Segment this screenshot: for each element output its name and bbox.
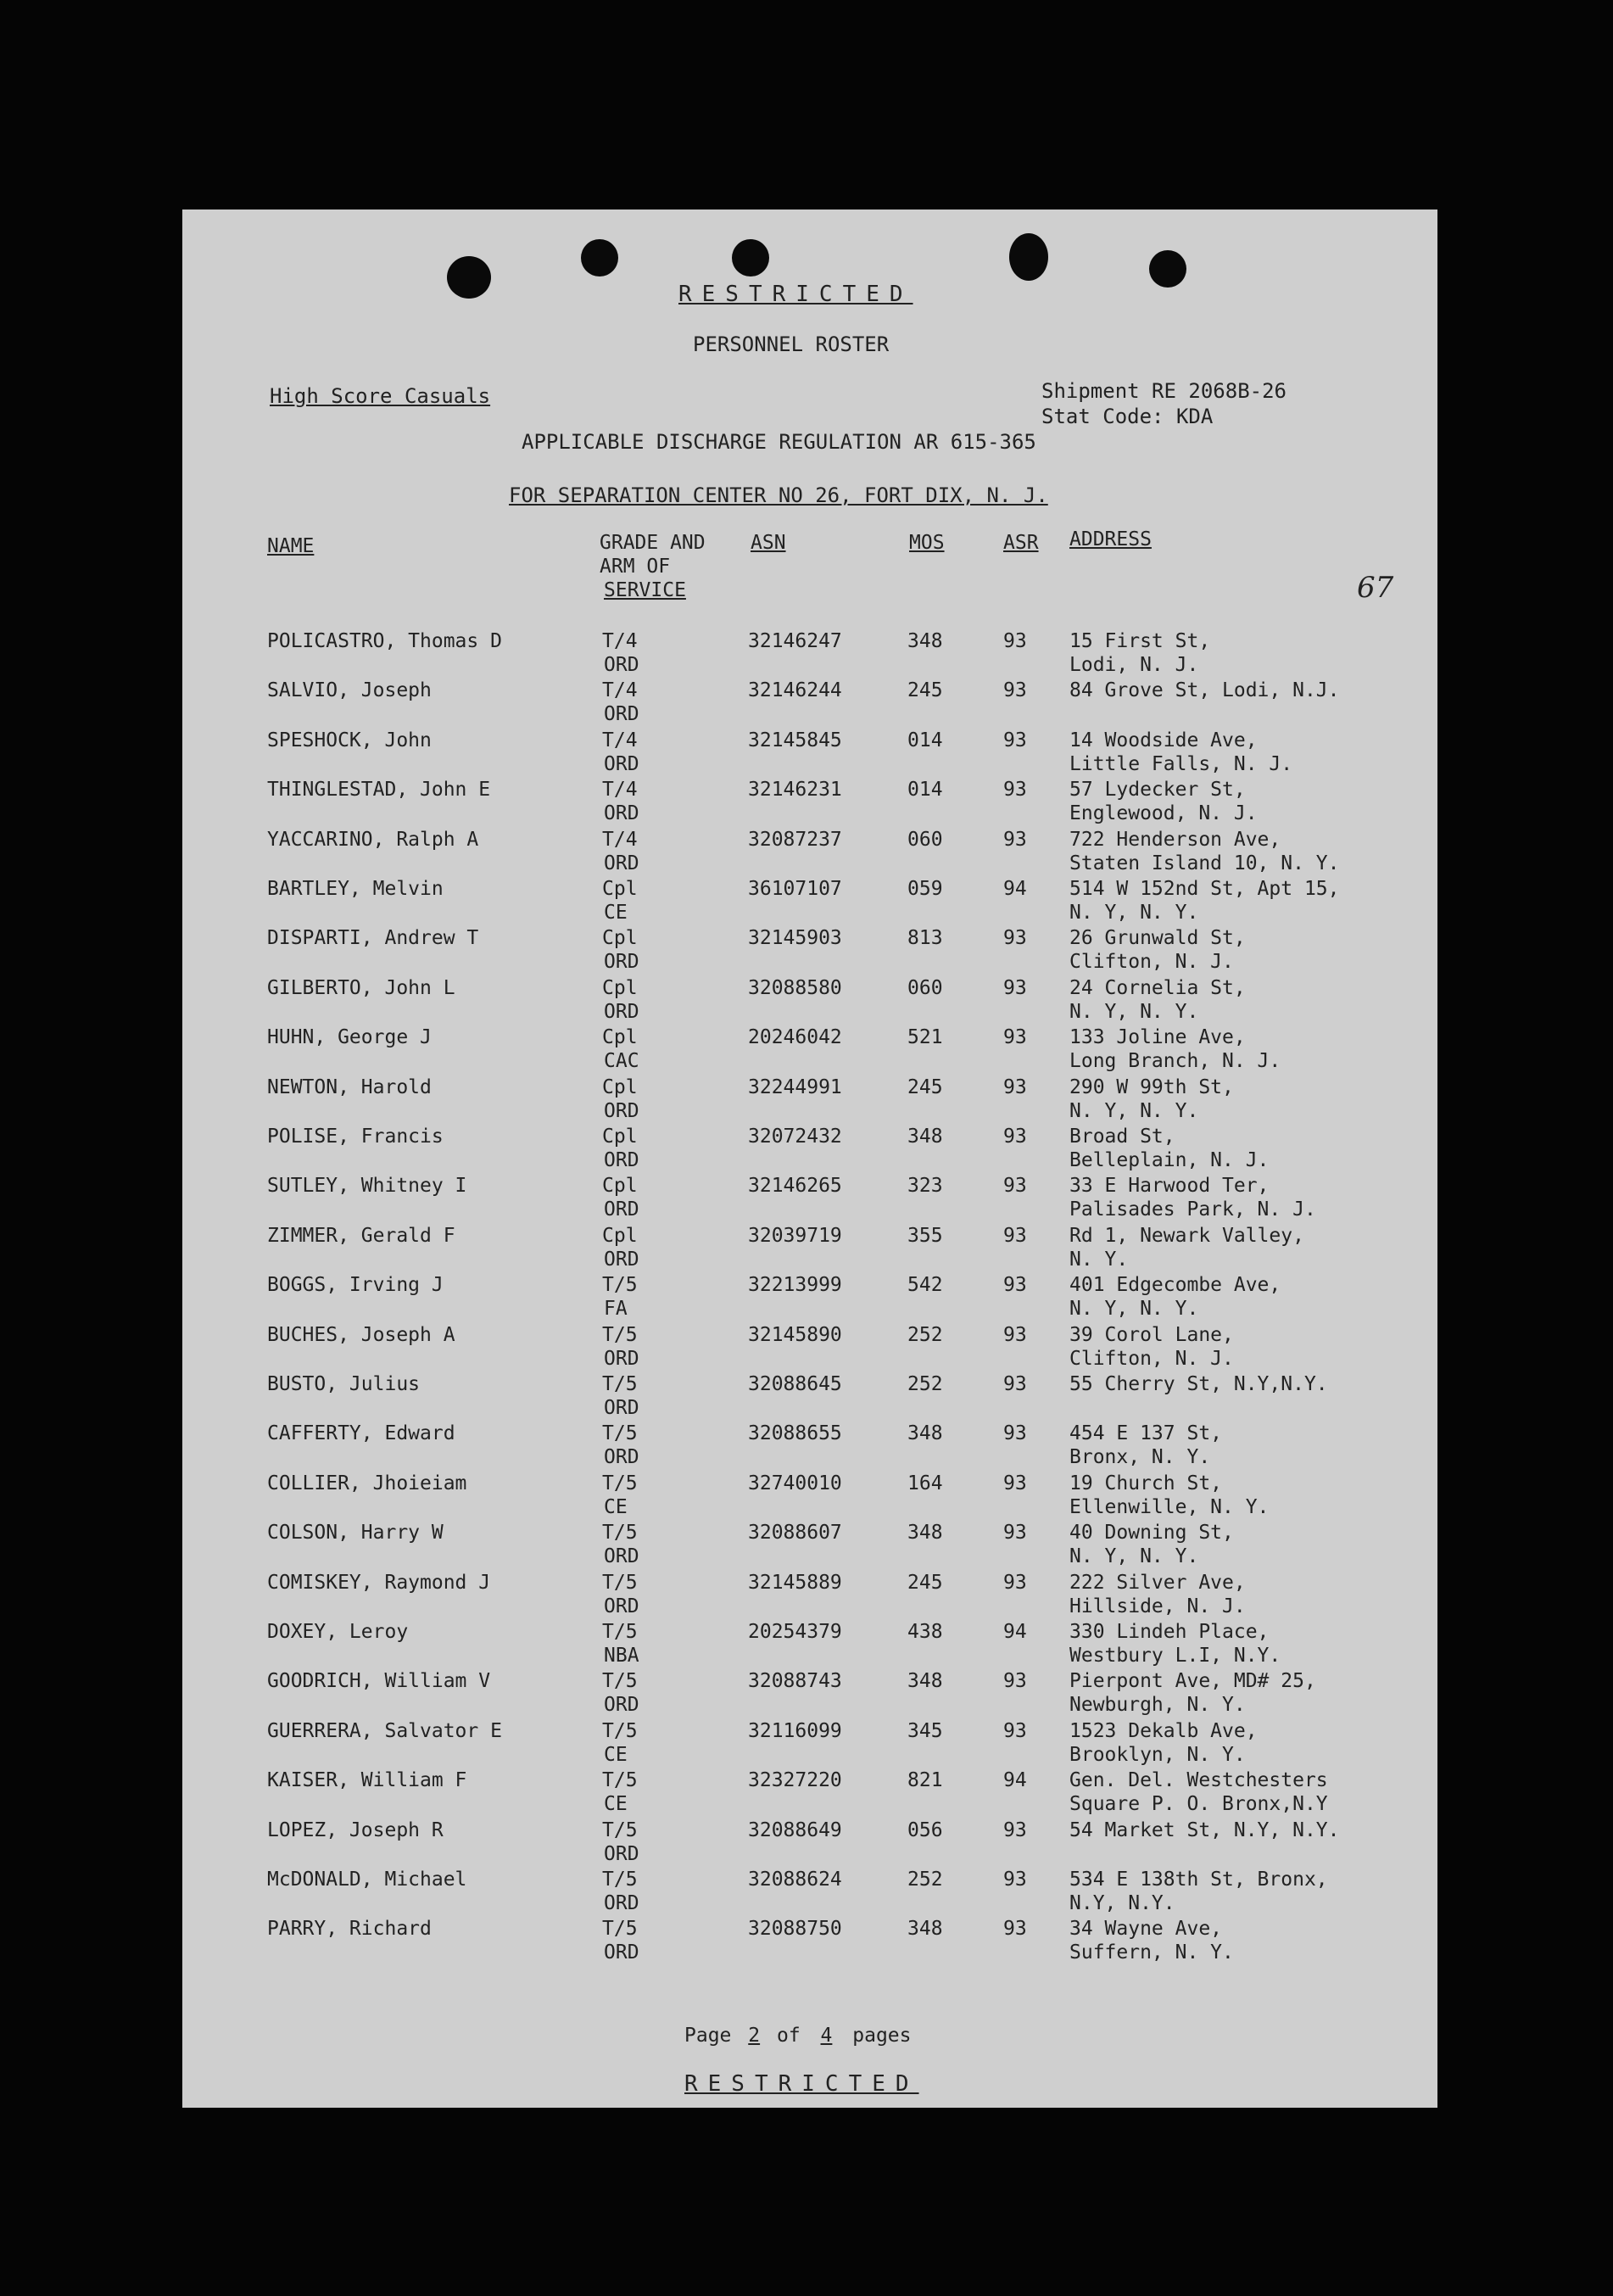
address-line2: Ellenwille, N. Y. [1069, 1495, 1270, 1518]
person-name: GUERRERA, Salvator E [267, 1719, 502, 1742]
table-row [182, 1472, 1437, 1521]
asn: 32088743 [748, 1670, 842, 1693]
grade: T/5 [602, 1274, 638, 1297]
table-row [182, 1868, 1437, 1917]
of-label: of [776, 2025, 801, 2047]
table-row [182, 1174, 1437, 1223]
address-line1: 54 Market St, N.Y, N.Y. [1069, 1818, 1340, 1841]
arm-of-service: ORD [604, 1595, 639, 1617]
person-name: KAISER, William F [267, 1769, 467, 1792]
asn: 32146265 [748, 1175, 842, 1198]
grade: Cpl [602, 1026, 638, 1049]
table-row [182, 1125, 1437, 1174]
grade: Cpl [602, 1224, 638, 1247]
address-line1: 24 Cornelia St, [1069, 976, 1246, 999]
person-name: LOPEZ, Joseph R [267, 1818, 444, 1841]
document-page [182, 209, 1437, 2108]
mos: 060 [907, 828, 943, 851]
address-line2: Clifton, N. J. [1069, 1347, 1234, 1370]
arm-of-service: ORD [604, 1694, 639, 1717]
address-line2: Westbury L.I, N.Y. [1069, 1645, 1281, 1667]
asn: 32088649 [748, 1818, 842, 1841]
asn: 32146244 [748, 679, 842, 702]
table-row [182, 1571, 1437, 1620]
asr: 94 [1003, 1621, 1027, 1643]
grade: T/5 [602, 1719, 638, 1742]
address-line2: Suffern, N. Y. [1069, 1941, 1234, 1964]
mos: 164 [907, 1472, 943, 1494]
address-line2: Hillside, N. J. [1069, 1595, 1246, 1617]
asn: 32327220 [748, 1769, 842, 1792]
person-name: SALVIO, Joseph [267, 679, 432, 702]
person-name: GOODRICH, William V [267, 1670, 491, 1693]
grade: Cpl [602, 976, 638, 999]
arm-of-service: ORD [604, 1198, 639, 1221]
asr: 93 [1003, 729, 1027, 751]
grade: Cpl [602, 927, 638, 950]
grade: T/5 [602, 1373, 638, 1395]
person-name: BUCHES, Joseph A [267, 1323, 455, 1346]
grade: T/4 [602, 828, 638, 851]
asr: 93 [1003, 1175, 1027, 1198]
mos: 348 [907, 1126, 943, 1148]
address-line1: 19 Church St, [1069, 1472, 1223, 1494]
header-asr: ASR [1003, 532, 1039, 554]
mos: 252 [907, 1323, 943, 1346]
asn: 32244991 [748, 1075, 842, 1098]
address-line2: Englewood, N. J. [1069, 802, 1258, 825]
table-row [182, 778, 1437, 827]
grade: T/4 [602, 729, 638, 751]
arm-of-service: ORD [604, 802, 639, 825]
asr: 94 [1003, 1769, 1027, 1792]
asr: 93 [1003, 1274, 1027, 1297]
address-line1: Rd 1, Newark Valley, [1069, 1224, 1304, 1247]
asr: 93 [1003, 1918, 1027, 1941]
asr: 93 [1003, 1670, 1027, 1693]
arm-of-service: ORD [604, 1397, 639, 1419]
address-line1: 722 Henderson Ave, [1069, 828, 1281, 851]
table-row [182, 926, 1437, 975]
address-line1: 34 Wayne Ave, [1069, 1918, 1223, 1941]
person-name: COMISKEY, Raymond J [267, 1571, 491, 1594]
person-name: DOXEY, Leroy [267, 1621, 409, 1643]
arm-of-service: ORD [604, 1248, 639, 1271]
arm-of-service: ORD [604, 1347, 639, 1370]
asn: 32088655 [748, 1422, 842, 1445]
stat-code: Stat Code: KDA [1041, 405, 1214, 428]
punch-hole [1149, 250, 1186, 288]
mos: 542 [907, 1274, 943, 1297]
arm-of-service: CE [604, 1495, 628, 1518]
grade: Cpl [602, 878, 638, 900]
total-pages: 4 [820, 2025, 833, 2047]
asn: 32072432 [748, 1126, 842, 1148]
address-line2: Staten Island 10, N. Y. [1069, 852, 1340, 874]
address-line1: 15 First St, [1069, 630, 1211, 652]
table-row [182, 679, 1437, 728]
address-line1: 290 W 99th St, [1069, 1075, 1234, 1098]
arm-of-service: ORD [604, 654, 639, 676]
grade: T/5 [602, 1323, 638, 1346]
person-name: SPESHOCK, John [267, 729, 432, 751]
asn: 32088645 [748, 1373, 842, 1395]
address-line1: 39 Corol Lane, [1069, 1323, 1234, 1346]
arm-of-service: CE [604, 1743, 628, 1766]
address-line2: Clifton, N. J. [1069, 951, 1234, 974]
mos: 252 [907, 1373, 943, 1395]
grade: T/5 [602, 1522, 638, 1545]
person-name: McDONALD, Michael [267, 1869, 467, 1891]
mos: 348 [907, 1918, 943, 1941]
asn: 36107107 [748, 878, 842, 900]
grade: T/5 [602, 1869, 638, 1891]
address-line1: 534 E 138th St, Bronx, [1069, 1869, 1328, 1891]
person-name: POLISE, Francis [267, 1126, 444, 1148]
mos: 813 [907, 927, 943, 950]
address-line2: Brooklyn, N. Y. [1069, 1743, 1246, 1766]
asr: 93 [1003, 1719, 1027, 1742]
grade: T/4 [602, 679, 638, 702]
person-name: DISPARTI, Andrew T [267, 927, 479, 950]
asn: 32087237 [748, 828, 842, 851]
mos: 348 [907, 1522, 943, 1545]
address-line2: Square P. O. Bronx,N.Y [1069, 1793, 1328, 1816]
address-line1: Broad St, [1069, 1126, 1175, 1148]
table-row [182, 1224, 1437, 1273]
address-line1: 55 Cherry St, N.Y,N.Y. [1069, 1373, 1328, 1395]
mos: 014 [907, 729, 943, 751]
address-line2: Little Falls, N. J. [1069, 752, 1293, 775]
asr: 93 [1003, 1026, 1027, 1049]
asr: 94 [1003, 878, 1027, 900]
address-line1: Gen. Del. Westchesters [1069, 1769, 1328, 1792]
asn: 32145845 [748, 729, 842, 751]
person-name: POLICASTRO, Thomas D [267, 630, 502, 652]
asr: 93 [1003, 927, 1027, 950]
header-grade-line1: GRADE AND [600, 532, 706, 554]
mos: 345 [907, 1719, 943, 1742]
person-name: THINGLESTAD, John E [267, 779, 491, 802]
punch-hole [447, 256, 491, 299]
asn: 20254379 [748, 1621, 842, 1643]
grade: T/5 [602, 1918, 638, 1941]
address-line2: N. Y, N. Y. [1069, 1000, 1199, 1023]
table-row [182, 1768, 1437, 1818]
table-row [182, 1669, 1437, 1718]
address-line1: 514 W 152nd St, Apt 15, [1069, 878, 1340, 900]
asr: 93 [1003, 1472, 1027, 1494]
mos: 355 [907, 1224, 943, 1247]
address-line2: Belleplain, N. J. [1069, 1149, 1270, 1171]
asr: 93 [1003, 828, 1027, 851]
header-mos: MOS [909, 532, 945, 554]
person-name: COLSON, Harry W [267, 1522, 444, 1545]
asn: 32213999 [748, 1274, 842, 1297]
grade: T/5 [602, 1571, 638, 1594]
page-label: Page [684, 2025, 732, 2047]
table-row [182, 1273, 1437, 1322]
header-asn: ASN [751, 532, 786, 554]
address-line1: 40 Downing St, [1069, 1522, 1234, 1545]
asn: 32146231 [748, 779, 842, 802]
arm-of-service: ORD [604, 1545, 639, 1568]
person-name: BUSTO, Julius [267, 1373, 421, 1395]
address-line2: Bronx, N. Y. [1069, 1446, 1211, 1469]
person-name: ZIMMER, Gerald F [267, 1224, 455, 1247]
shipment-number: Shipment RE 2068B-26 [1041, 379, 1286, 403]
page-indicator [684, 2025, 912, 2047]
arm-of-service: ORD [604, 1446, 639, 1469]
asn: 32088750 [748, 1918, 842, 1941]
person-name: HUHN, George J [267, 1026, 432, 1049]
asn: 32145890 [748, 1323, 842, 1346]
arm-of-service: ORD [604, 1149, 639, 1171]
asn: 32088580 [748, 976, 842, 999]
address-line2: N. Y, N. Y. [1069, 902, 1199, 924]
arm-of-service: NBA [604, 1645, 639, 1667]
table-row [182, 1075, 1437, 1125]
asn: 32039719 [748, 1224, 842, 1247]
address-line2: Palisades Park, N. J. [1069, 1198, 1316, 1221]
address-line2: N. Y, N. Y. [1069, 1545, 1199, 1568]
mos: 014 [907, 779, 943, 802]
address-line2: N. Y, N. Y. [1069, 1298, 1199, 1321]
address-line1: 14 Woodside Ave, [1069, 729, 1258, 751]
address-line1: 454 E 137 St, [1069, 1422, 1223, 1445]
table-row [182, 1422, 1437, 1471]
address-line1: 330 Lindeh Place, [1069, 1621, 1270, 1643]
arm-of-service: ORD [604, 1099, 639, 1122]
address-line1: 57 Lydecker St, [1069, 779, 1246, 802]
group-name: High Score Casuals [270, 384, 491, 408]
address-line2: Lodi, N. J. [1069, 654, 1199, 676]
asn: 32146247 [748, 630, 842, 652]
address-line1: 222 Silver Ave, [1069, 1571, 1246, 1594]
asr: 93 [1003, 679, 1027, 702]
asr: 93 [1003, 1373, 1027, 1395]
asr: 93 [1003, 1522, 1027, 1545]
person-name: YACCARINO, Ralph A [267, 828, 479, 851]
grade: T/5 [602, 1472, 638, 1494]
asn: 32088607 [748, 1522, 842, 1545]
table-row [182, 1521, 1437, 1570]
classification-top: RESTRICTED [678, 282, 913, 307]
grade: Cpl [602, 1175, 638, 1198]
asr: 93 [1003, 976, 1027, 999]
table-row [182, 1719, 1437, 1768]
asr: 93 [1003, 630, 1027, 652]
grade: T/4 [602, 630, 638, 652]
arm-of-service: ORD [604, 703, 639, 726]
mos: 438 [907, 1621, 943, 1643]
arm-of-service: ORD [604, 1842, 639, 1865]
person-name: GILBERTO, John L [267, 976, 455, 999]
mos: 348 [907, 630, 943, 652]
asn: 32088624 [748, 1869, 842, 1891]
asr: 93 [1003, 779, 1027, 802]
person-name: COLLIER, Jhoieiam [267, 1472, 467, 1494]
person-name: BOGGS, Irving J [267, 1274, 444, 1297]
asr: 93 [1003, 1126, 1027, 1148]
header-grade-line2: ARM OF [600, 556, 671, 578]
address-line1: 401 Edgecombe Ave, [1069, 1274, 1281, 1297]
asn: 32740010 [748, 1472, 842, 1494]
mos: 348 [907, 1422, 943, 1445]
mos: 252 [907, 1869, 943, 1891]
punch-hole [1009, 233, 1048, 281]
grade: T/5 [602, 1621, 638, 1643]
asr: 93 [1003, 1224, 1027, 1247]
grade: T/5 [602, 1422, 638, 1445]
mos: 323 [907, 1175, 943, 1198]
arm-of-service: ORD [604, 1892, 639, 1914]
address-line2: Newburgh, N. Y. [1069, 1694, 1246, 1717]
grade: T/5 [602, 1818, 638, 1841]
address-line1: Pierpont Ave, MD# 25, [1069, 1670, 1316, 1693]
person-name: NEWTON, Harold [267, 1075, 432, 1098]
asr: 93 [1003, 1075, 1027, 1098]
arm-of-service: ORD [604, 852, 639, 874]
grade: Cpl [602, 1126, 638, 1148]
separation-center: FOR SEPARATION CENTER NO 26, FORT DIX, N. J. [509, 483, 1048, 507]
arm-of-service: FA [604, 1298, 628, 1321]
arm-of-service: ORD [604, 752, 639, 775]
arm-of-service: CE [604, 1793, 628, 1816]
mos: 245 [907, 1571, 943, 1594]
mos: 245 [907, 1075, 943, 1098]
header-name: NAME [267, 535, 315, 557]
mos: 056 [907, 1818, 943, 1841]
arm-of-service: ORD [604, 951, 639, 974]
asr: 93 [1003, 1323, 1027, 1346]
grade: T/5 [602, 1670, 638, 1693]
asn: 32145889 [748, 1571, 842, 1594]
mos: 060 [907, 976, 943, 999]
pages-label: pages [852, 2025, 912, 2047]
current-page: 2 [748, 2025, 761, 2047]
address-line1: 84 Grove St, Lodi, N.J. [1069, 679, 1340, 702]
grade: T/4 [602, 779, 638, 802]
table-row [182, 1917, 1437, 1966]
header-grade-line3: SERVICE [604, 579, 686, 601]
mos: 348 [907, 1670, 943, 1693]
address-line2: N. Y. [1069, 1248, 1129, 1271]
classification-bottom: RESTRICTED [684, 2071, 919, 2097]
person-name: SUTLEY, Whitney I [267, 1175, 467, 1198]
arm-of-service: ORD [604, 1000, 639, 1023]
table-row [182, 877, 1437, 926]
asn: 20246042 [748, 1026, 842, 1049]
table-row [182, 729, 1437, 778]
grade: T/5 [602, 1769, 638, 1792]
table-row [182, 976, 1437, 1025]
roster-title: PERSONNEL ROSTER [693, 332, 890, 356]
table-row [182, 629, 1437, 679]
handwritten-page-number: 67 [1357, 571, 1394, 605]
person-name: PARRY, Richard [267, 1918, 432, 1941]
mos: 521 [907, 1026, 943, 1049]
asn: 32116099 [748, 1719, 842, 1742]
address-line2: N. Y, N. Y. [1069, 1099, 1199, 1122]
table-row [182, 1372, 1437, 1422]
mos: 245 [907, 679, 943, 702]
address-line1: 133 Joline Ave, [1069, 1026, 1246, 1049]
table-row [182, 1818, 1437, 1868]
table-row [182, 1620, 1437, 1669]
table-row [182, 1323, 1437, 1372]
address-line1: 26 Grunwald St, [1069, 927, 1246, 950]
mos: 821 [907, 1769, 943, 1792]
address-line2: Long Branch, N. J. [1069, 1050, 1281, 1073]
arm-of-service: ORD [604, 1941, 639, 1964]
asr: 93 [1003, 1869, 1027, 1891]
asr: 93 [1003, 1571, 1027, 1594]
table-row [182, 828, 1437, 877]
punch-hole [581, 239, 618, 277]
person-name: CAFFERTY, Edward [267, 1422, 455, 1445]
address-line1: 33 E Harwood Ter, [1069, 1175, 1270, 1198]
address-line1: 1523 Dekalb Ave, [1069, 1719, 1258, 1742]
table-row [182, 1025, 1437, 1075]
asr: 93 [1003, 1818, 1027, 1841]
asn: 32145903 [748, 927, 842, 950]
punch-hole [732, 239, 769, 277]
header-address: ADDRESS [1069, 528, 1152, 550]
arm-of-service: CE [604, 902, 628, 924]
arm-of-service: CAC [604, 1050, 639, 1073]
person-name: BARTLEY, Melvin [267, 878, 444, 900]
address-line2: N.Y, N.Y. [1069, 1892, 1175, 1914]
mos: 059 [907, 878, 943, 900]
grade: Cpl [602, 1075, 638, 1098]
discharge-regulation: APPLICABLE DISCHARGE REGULATION AR 615-365 [522, 430, 1036, 454]
asr: 93 [1003, 1422, 1027, 1445]
